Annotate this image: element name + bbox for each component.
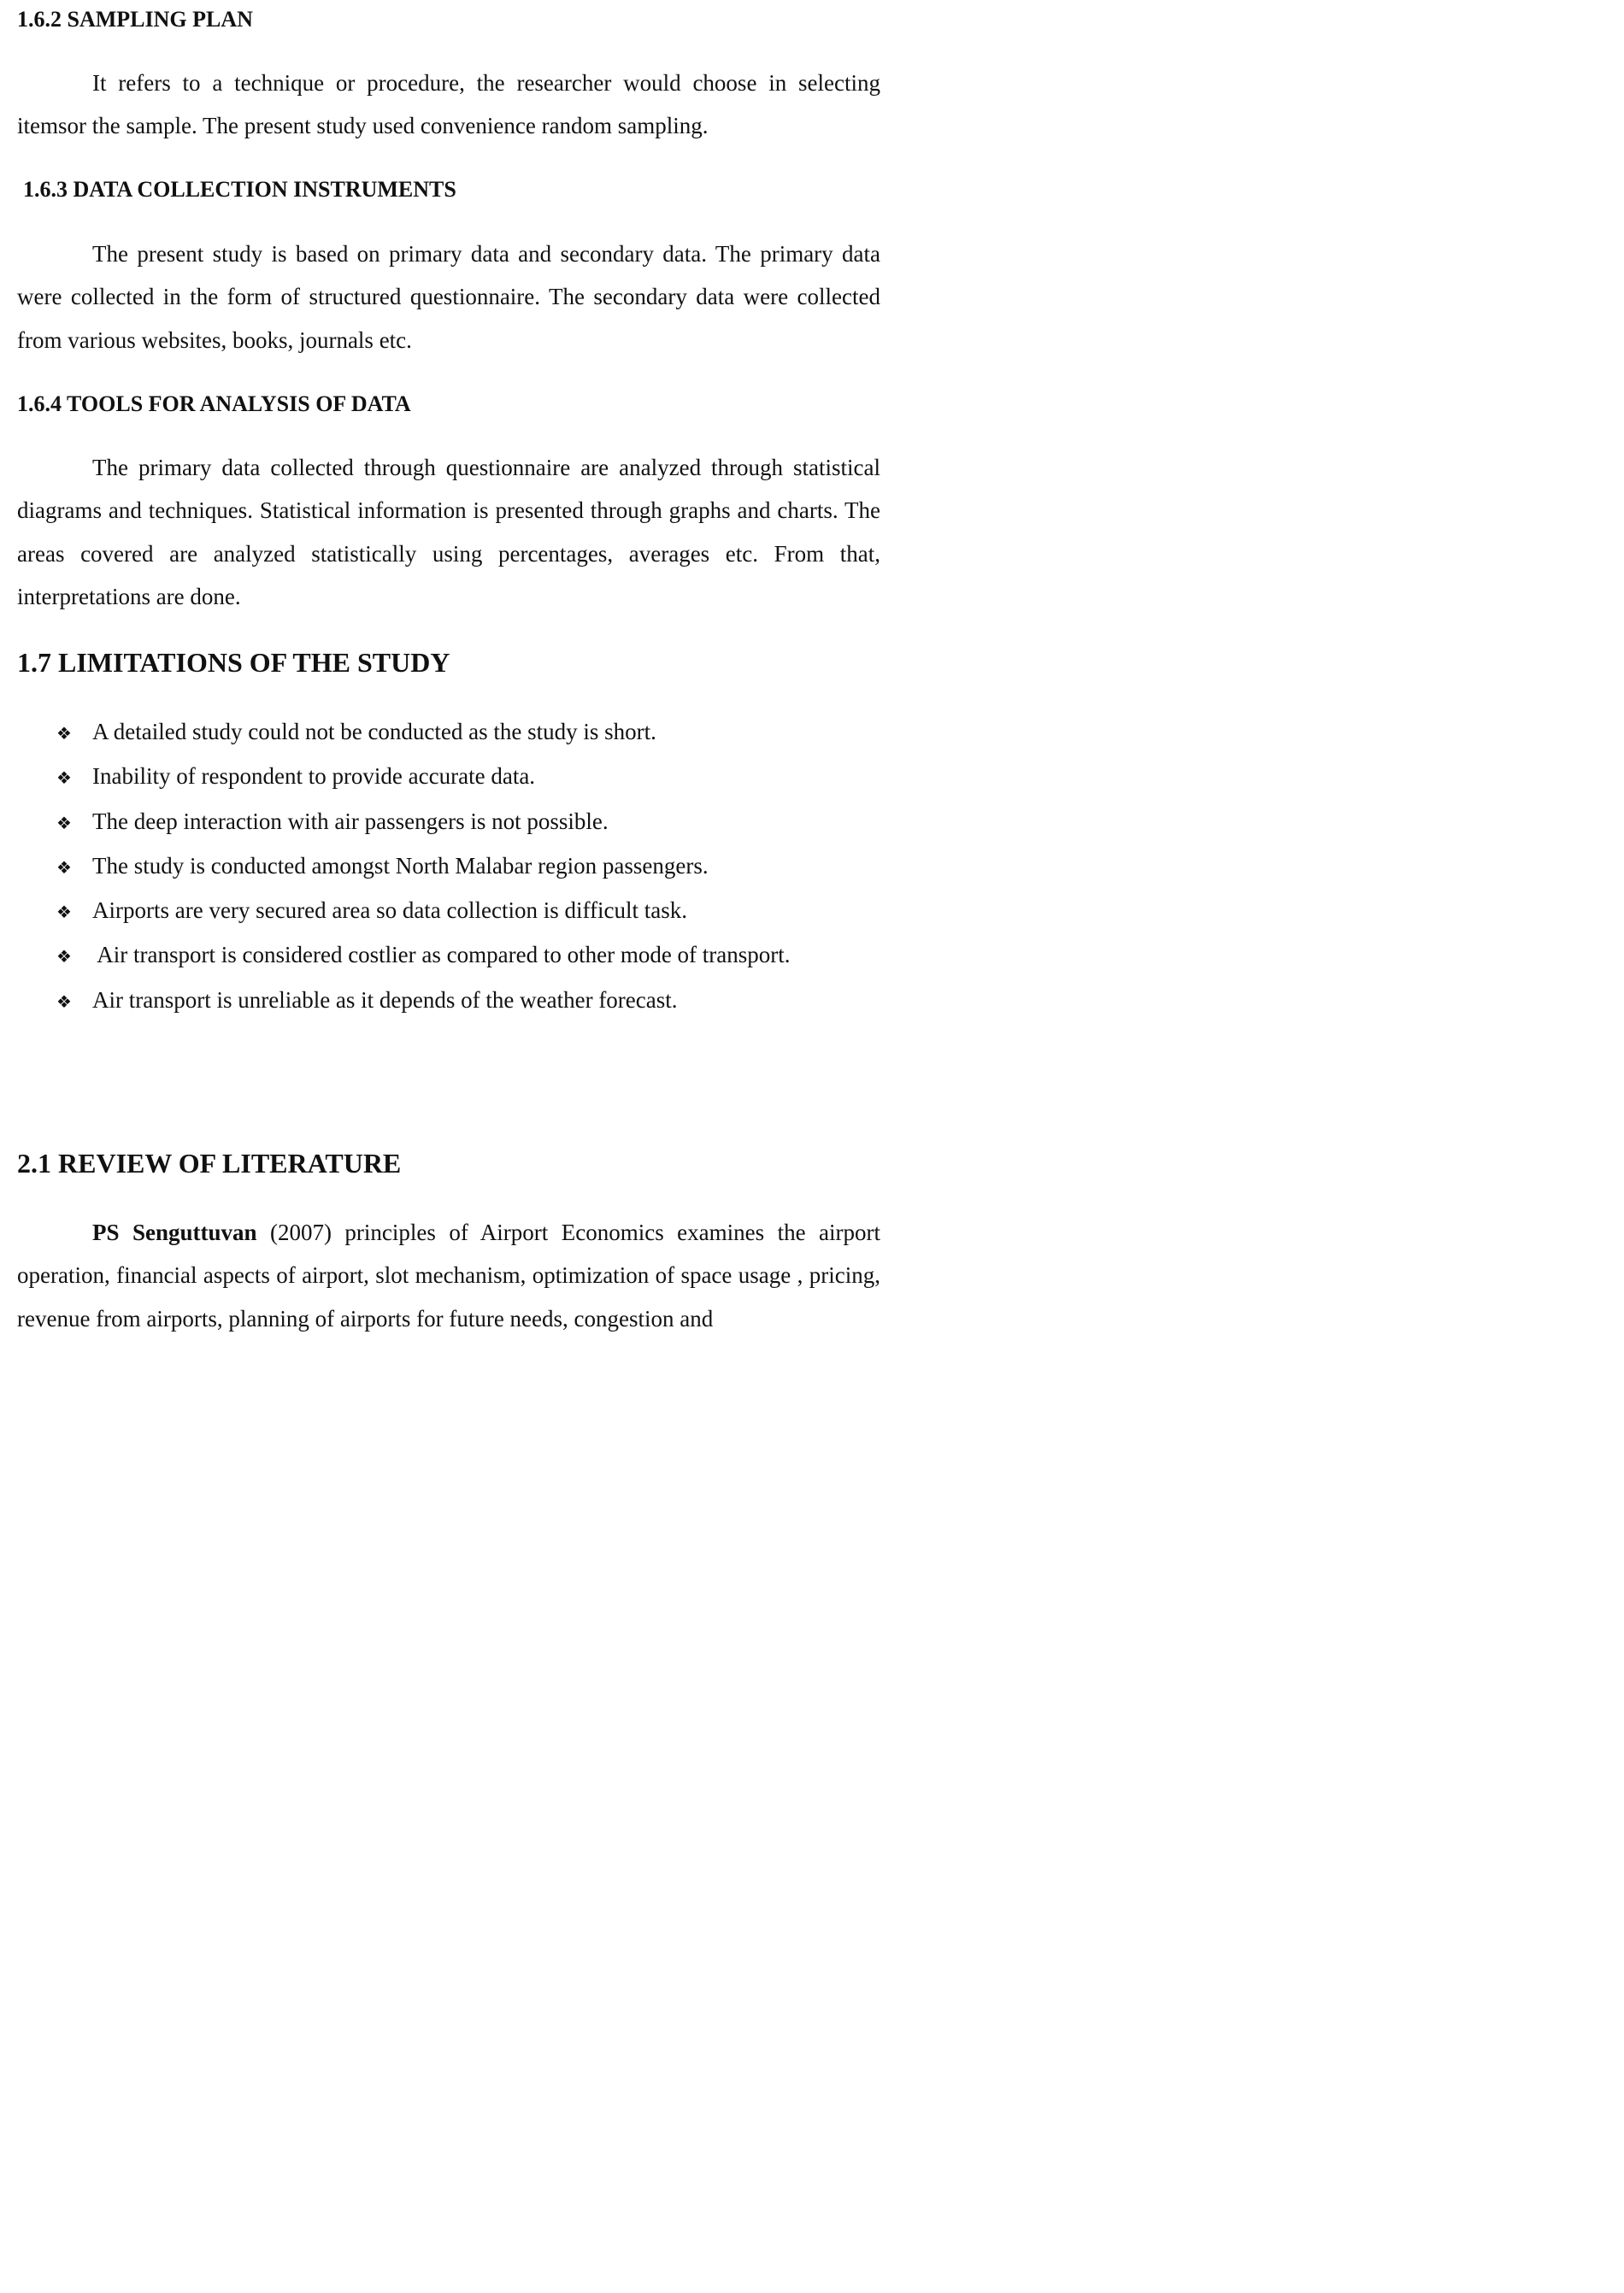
diamond-bullet-icon: ❖	[56, 991, 72, 1012]
diamond-bullet-icon: ❖	[56, 723, 72, 744]
diamond-bullet-icon: ❖	[56, 812, 72, 833]
list-item	[56, 889, 877, 933]
list-item	[56, 710, 877, 755]
heading-limitations: 1.7 LIMITATIONS OF THE STUDY	[17, 647, 450, 678]
limitations-list	[56, 710, 877, 1023]
author-name: PS Senguttuvan	[92, 1220, 257, 1245]
heading-tools-analysis: 1.6.4 TOOLS FOR ANALYSIS OF DATA	[17, 391, 411, 416]
list-item	[56, 844, 877, 889]
diamond-bullet-icon: ❖	[56, 902, 72, 923]
list-item-text: Air transport is considered costlier as compared to other mode of transport.	[92, 942, 791, 968]
list-item	[56, 800, 877, 844]
list-item-text: Air transport is unreliable as it depends of the weather forecast.	[92, 986, 678, 1013]
diamond-bullet-icon: ❖	[56, 856, 72, 878]
list-item	[56, 755, 877, 799]
list-item-text: The study is conducted amongst North Malabar region passengers.	[92, 852, 709, 879]
list-item	[56, 933, 877, 978]
heading-data-collection: 1.6.3 DATA COLLECTION INSTRUMENTS	[23, 177, 456, 202]
list-item	[56, 979, 877, 1023]
heading-sampling-plan: 1.6.2 SAMPLING PLAN	[17, 7, 253, 32]
list-item-text: Airports are very secured area so data collection is difficult task.	[92, 897, 687, 924]
paragraph-sampling-plan: It refers to a technique or procedure, the researcher would choose in selecting itemsor the sample. The present study used convenience random sampling.	[17, 70, 880, 139]
list-item-text: A detailed study could not be conducted as the study is short.	[92, 719, 656, 744]
paragraph-tools-analysis: The primary data collected through questionnaire are analyzed through statistical diagrams and techniques. Statistical information is presented through graphs and charts. The areas covered are analyzed statistically using percentages, averages etc. From that, interpretations are done.	[17, 455, 880, 609]
paragraph-review-literature	[17, 1211, 880, 1340]
heading-review-literature: 2.1 REVIEW OF LITERATURE	[17, 1148, 402, 1179]
list-item-text: Inability of respondent to provide accurate data.	[92, 763, 536, 790]
diamond-bullet-icon: ❖	[56, 946, 72, 967]
list-item-text: The deep interaction with air passengers is not possible.	[92, 808, 609, 834]
review-text: (2007) principles of Airport Economics examines the airport operation, financial aspects of airport, slot mechanism, optimization of space usage , pricing, revenue from airports, planning of airports for future needs, congestion and	[17, 1220, 880, 1332]
diamond-bullet-icon: ❖	[56, 767, 72, 789]
paragraph-data-collection: The present study is based on primary data and secondary data. The primary data were collected in the form of structured questionnaire. The secondary data were collected from various websites, books, journals etc.	[17, 241, 880, 353]
